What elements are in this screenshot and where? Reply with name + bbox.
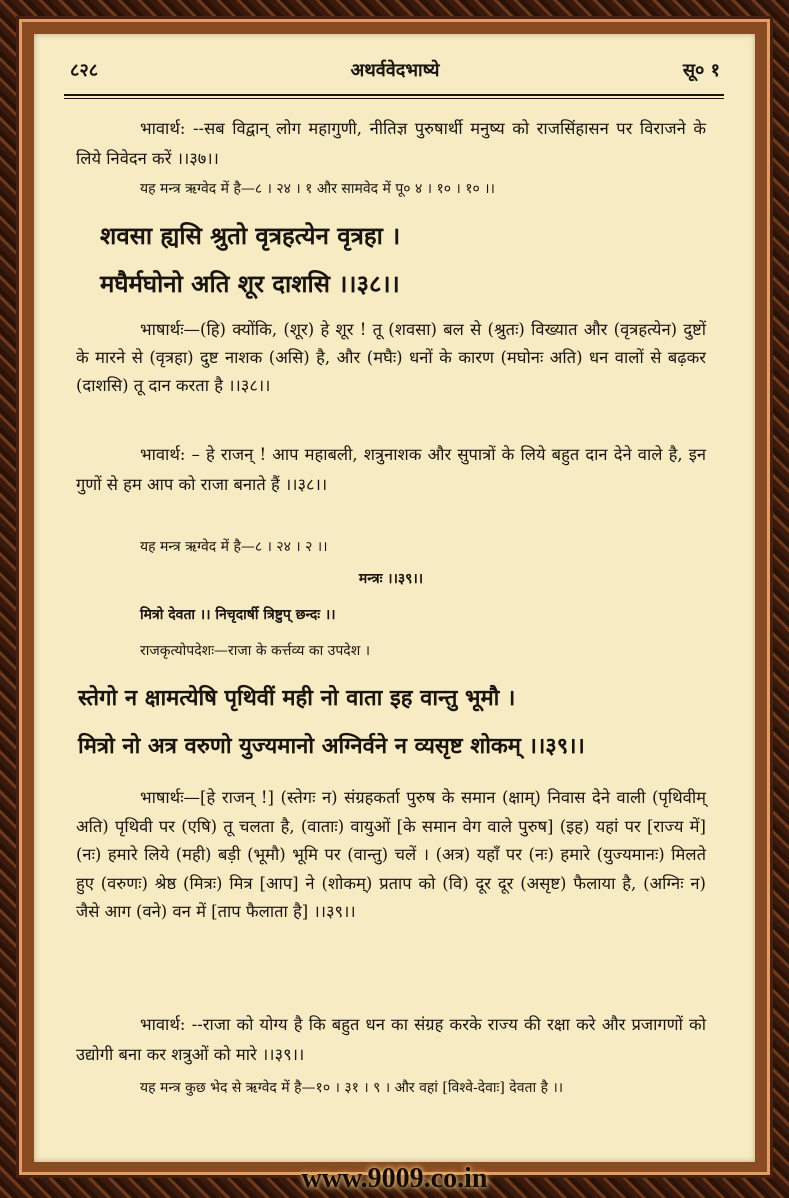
- book-title: अथर्ववेदभाष्ये: [350, 60, 440, 81]
- mantra-39-heading: मन्त्रः ।।३९।।: [358, 571, 424, 587]
- upadesha-39: राजकृत्योपदेशः—राजा के कर्त्तव्य का उपदेश ।: [140, 643, 370, 659]
- reference-37: यह मन्त्र ऋग्वेद में है—८ । २४ । १ और सामवेद में पू० ४ । १० । १० ।।: [140, 181, 495, 197]
- mantra-38-line-2: मघैर्मघोनो अति शूर दाशसि ।।३८।।: [100, 269, 400, 298]
- page-header: [70, 58, 720, 88]
- mantra-38-line-1: शवसा ह्यसि श्रुतो वृत्रहत्येन वृत्रहा ।: [100, 221, 401, 250]
- bhavartha-38: भावार्थ: – हे राजन् ! आप महाबली, शत्रुनाशक और सुपात्रों के लिये बहुत दान देने वाले है, इन गुणों से हम आप को राजा बनाते हैं ।।३८।।: [76, 445, 706, 494]
- website-watermark: www.9009.co.in: [301, 1163, 488, 1194]
- mantra-39-line-1: स्तेगो न क्षामत्येषि पृथिवीं मही नो वाता इह वान्तु भूमौ ।: [78, 685, 516, 711]
- header-rule-thin: [64, 98, 724, 99]
- mantra-39-line-2: मित्रो नो अत्र वरुणो युज्यमानो अग्निर्वने न व्यसृष्ट शोकम् ।।३९।।: [78, 733, 585, 759]
- header-rule: [64, 94, 724, 96]
- page-number: ८२८: [70, 60, 99, 81]
- bhavartha-37: भावार्थ: --सब विद्वान् लोग महागुणी, नीतिज्ञ पुरुषार्थी मनुष्य को राजसिंहासन पर विराजने के लिये निवेदन करें ।।३७।।: [76, 119, 706, 168]
- bhasartha-39: भाषार्थः—[हे राजन् !] (स्तेगः न) संग्रहकर्ता पुरुष के समान (क्षाम्) निवास देने वाली (पृथिवीम् अति) पृथिवी पर (एषि) तू चलता है, (वाताः) वायुओं [के समान वेग वाले पुरुष] (इह) यहां पर [राज्य में] (नः) हमारे लिये (मही) बड़ी (भूमौ) भूमि पर (वान्तु) चलें । (अत्र) यहाँ पर (नः) हमारे (युज्यमानः) मिलते हुए (वरुणः) श्रेष्ठ (मित्रः) मित्र [आप] ने (शोकम्) प्रताप को (वि) दूर दूर (असृष्ट) फैलाया है, (अग्निः न) जैसे आग (वने) वन में [ताप फैलाता है] ।।३९।।: [76, 788, 706, 921]
- devata-chhanda-39: मित्रो देवता ।। निचृदार्षी त्रिष्टुप् छन्दः ।।: [140, 607, 336, 623]
- reference-38: यह मन्त्र ऋग्वेद में है—८ । २४ । २ ।।: [140, 539, 328, 555]
- book-page: [34, 34, 755, 1162]
- bhasartha-38: भाषार्थः—(हि) क्योंकि, (शूर) हे शूर ! तू (शवसा) बल से (श्रुतः) विख्यात और (वृत्रहत्येन) दुष्टों के मारने से (वृत्रहा) दुष्ट नाशक (असि) है, और (मघैः) धनों के कारण (मघोनः अति) धन वालों से बढ़कर (दाशसि) तू दान करता है ।।३८।।: [76, 320, 706, 395]
- bhavartha-39: भावार्थ: --राजा को योग्य है कि बहुत धन का संग्रह करके राज्य की रक्षा करे और प्रजागणों को उद्योगी बना कर शत्रुओं को मारे ।।३९।।: [76, 1015, 706, 1064]
- reference-39: यह मन्त्र कुछ भेद से ऋग्वेद में है—१० । ३१ । ९ । और वहां [विश्वे-देवाः] देवता है ।।: [140, 1080, 564, 1096]
- sukta-number: सू० १: [682, 60, 720, 81]
